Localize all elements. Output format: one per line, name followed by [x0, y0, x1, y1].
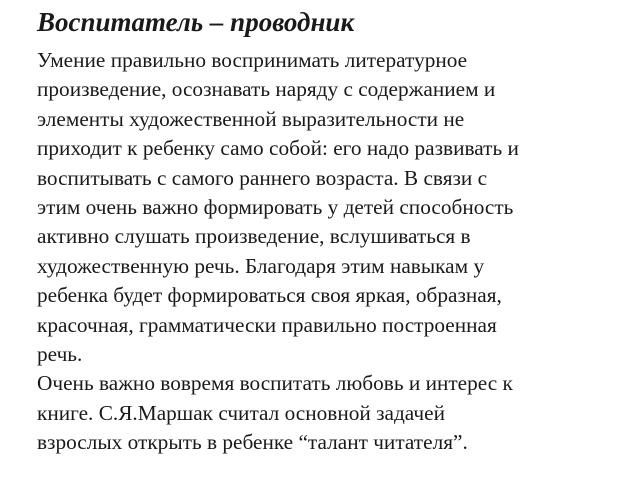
- paragraph-line: взрослых открыть в ребенке “талант читателя”.: [37, 430, 468, 455]
- paragraph-2: [37, 369, 627, 457]
- paragraph-line: красочная, грамматически правильно построенная: [37, 312, 497, 337]
- slide-title: Воспитатель – проводник: [37, 7, 355, 37]
- paragraph-line: элементы художественной выразительности не: [37, 106, 465, 131]
- paragraph-line: книге. С.Я.Маршак считал основной задачей: [37, 400, 445, 425]
- paragraph-line: речь.: [37, 342, 83, 367]
- paragraph-line: Умение правильно воспринимать литературное: [37, 48, 468, 72]
- slide-body: [37, 46, 627, 458]
- paragraph-line: этим очень важно формировать у детей способность: [37, 195, 514, 220]
- paragraph-line: художественную речь. Благодаря этим навыкам у: [37, 253, 485, 278]
- paragraph-line: Очень важно вовремя воспитать любовь и интерес к: [37, 371, 513, 396]
- paragraph-line: воспитывать с самого раннего возраста. В связи с: [37, 165, 488, 190]
- paragraph-line: активно слушать произведение, вслушиваться в: [37, 224, 471, 249]
- paragraph-line: произведение, осознавать наряду с содержанием и: [37, 77, 496, 102]
- paragraph-1: [37, 46, 627, 369]
- paragraph-line: ребенка будет формироваться своя яркая, образная,: [37, 283, 502, 308]
- paragraph-line: приходит к ребенку само собой: его надо развивать и: [37, 136, 519, 161]
